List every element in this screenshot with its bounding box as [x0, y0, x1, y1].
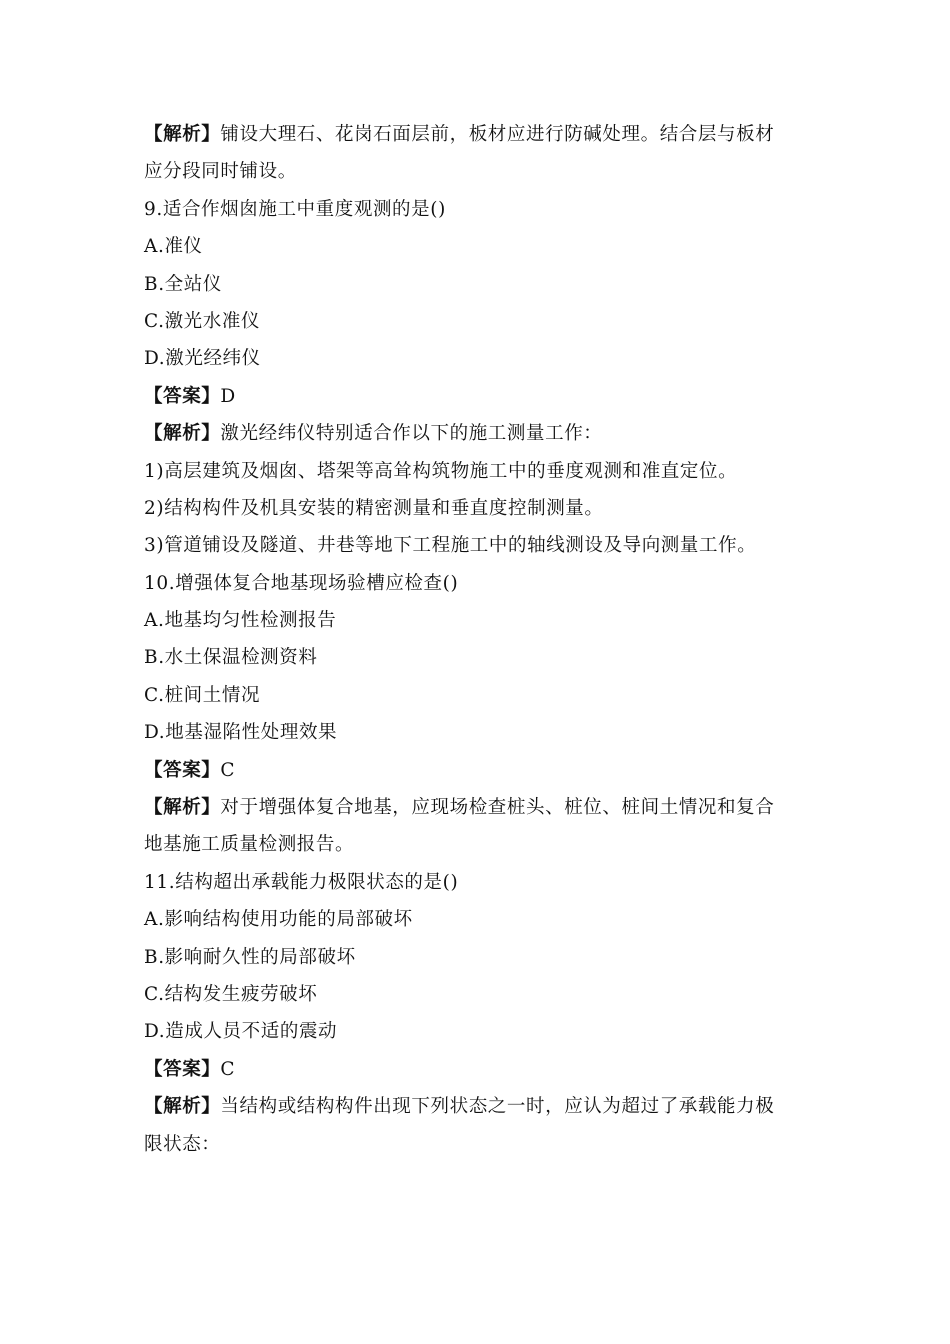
line-text: 激光经纬仪特别适合作以下的施工测量工作： [220, 423, 603, 445]
analysis-line [144, 415, 814, 452]
line-text: A.影响结构使用功能的局部破坏 [144, 909, 413, 931]
option-line [144, 976, 814, 1013]
line-text: 9.适合作烟囱施工中重度观测的是() [144, 198, 446, 220]
option-line [144, 639, 814, 676]
line-text: 铺设大理石、花岗石面层前，板材应进行防碱处理。结合层与板材 [220, 124, 775, 145]
text-line [144, 153, 814, 190]
line-text: 应分段同时铺设。 [144, 161, 297, 183]
section-tag: 【解析】 [144, 1096, 221, 1118]
line-text: 对于增强体复合地基，应现场检查桩头、桩位、桩间土情况和复合 [220, 797, 775, 819]
line-text: 11.结构超出承载能力极限状态的是() [144, 871, 459, 893]
line-text: B.全站仪 [144, 273, 222, 295]
line-text: 地基施工质量检测报告。 [144, 834, 355, 856]
line-text: C.桩间土情况 [144, 684, 261, 706]
line-text: D [220, 385, 236, 407]
option-line [144, 602, 814, 639]
option-line [144, 939, 814, 976]
line-text: A.准仪 [144, 236, 203, 258]
line-text: B.水土保温检测资料 [144, 647, 318, 669]
line-text: C.激光水准仪 [144, 310, 261, 332]
option-line [144, 677, 814, 714]
section-tag: 【答案】 [144, 385, 221, 407]
question-title [144, 864, 814, 901]
option-line [144, 1013, 814, 1050]
text-line [144, 1126, 814, 1163]
document-page [144, 116, 814, 1163]
line-text: 限状态： [144, 1133, 221, 1155]
analysis-line [144, 789, 814, 826]
line-text: 3)管道铺设及隧道、井巷等地下工程施工中的轴线测设及导向测量工作。 [144, 535, 757, 557]
question-title [144, 191, 814, 228]
line-text: C [220, 759, 236, 781]
analysis-line [144, 1088, 814, 1125]
option-line [144, 901, 814, 938]
section-tag: 【解析】 [144, 423, 221, 445]
line-text: C [220, 1058, 236, 1080]
text-line [144, 527, 814, 564]
line-text: C.结构发生疲劳破坏 [144, 983, 318, 1005]
line-text: 1)高层建筑及烟囱、塔架等高耸构筑物施工中的垂度观测和准直定位。 [144, 460, 738, 482]
option-line [144, 303, 814, 340]
option-line [144, 714, 814, 751]
line-text: A.地基均匀性检测报告 [144, 610, 337, 632]
answer-line [144, 378, 814, 415]
section-tag: 【答案】 [144, 759, 221, 781]
section-tag: 【答案】 [144, 1058, 221, 1080]
section-tag: 【解析】 [144, 124, 221, 145]
answer-line [144, 752, 814, 789]
line-text: 10.增强体复合地基现场验槽应检查() [144, 572, 459, 594]
text-line [144, 490, 814, 527]
answer-line [144, 1051, 814, 1088]
line-text: 当结构或结构构件出现下列状态之一时，应认为超过了承载能力极 [220, 1096, 775, 1118]
text-line [144, 826, 814, 863]
option-line [144, 266, 814, 303]
question-title [144, 565, 814, 602]
text-line [144, 453, 814, 490]
line-text: B.影响耐久性的局部破坏 [144, 946, 356, 968]
line-text: 2)结构构件及机具安装的精密测量和垂直度控制测量。 [144, 497, 604, 519]
line-text: D.地基湿陷性处理效果 [144, 722, 338, 744]
line-text: D.激光经纬仪 [144, 348, 261, 370]
option-line [144, 340, 814, 377]
section-tag: 【解析】 [144, 797, 221, 819]
line-text: D.造成人员不适的震动 [144, 1021, 338, 1043]
text-line [144, 116, 814, 153]
option-line [144, 228, 814, 265]
